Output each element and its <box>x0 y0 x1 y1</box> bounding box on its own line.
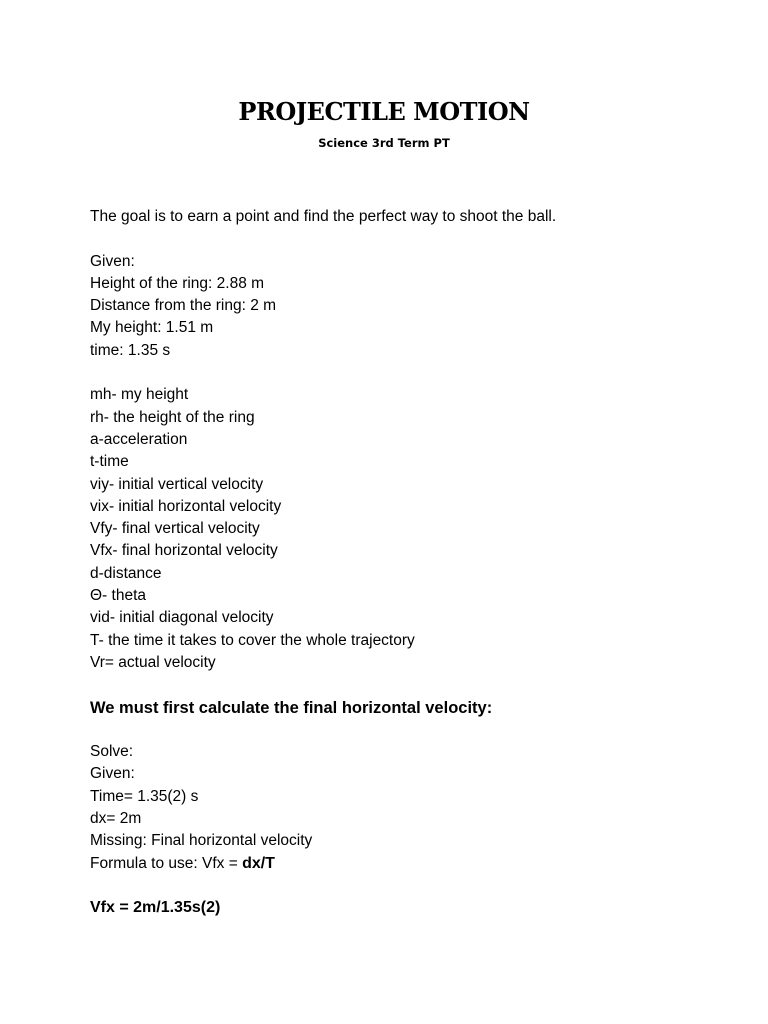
solve-distance: dx= 2m <box>90 810 142 828</box>
section-heading: We must first calculate the final horizontal velocity: <box>90 698 493 717</box>
solve-time: Time= 1.35(2) s <box>90 787 199 805</box>
legend-item: a-acceleration <box>90 430 188 448</box>
given-item: time: 1.35 s <box>90 341 171 359</box>
legend-item: Vr= actual velocity <box>90 653 216 671</box>
legend-item: d-distance <box>90 564 162 582</box>
legend-item: rh- the height of the ring <box>90 408 255 426</box>
solve-missing: Missing: Final horizontal velocity <box>90 832 313 850</box>
formula-prefix: Formula to use: Vfx = <box>90 854 243 872</box>
formula-value: dx/T <box>242 854 275 872</box>
formula-result: Vfx = 2m/1.35s(2) <box>90 899 221 917</box>
legend-item: Vfx- final horizontal velocity <box>90 542 278 560</box>
legend-item: mh- my height <box>90 386 189 404</box>
page-title: PROJECTILE MOTION <box>238 97 530 126</box>
given-item: My height: 1.51 m <box>90 319 214 337</box>
solve-given-label: Given: <box>90 765 135 783</box>
legend-item: viy- initial vertical velocity <box>90 475 264 493</box>
legend-item: t-time <box>90 453 129 471</box>
legend-item: Vfy- final vertical velocity <box>90 520 260 538</box>
legend-item: T- the time it takes to cover the whole trajectory <box>90 631 415 649</box>
solve-formula <box>90 853 730 875</box>
page-subtitle: Science 3rd Term PT <box>318 136 450 150</box>
legend-item: vid- initial diagonal velocity <box>90 609 274 627</box>
legend-item: Θ- theta <box>90 587 146 605</box>
given-heading: Given: <box>90 252 135 270</box>
solve-label: Solve: <box>90 743 134 761</box>
given-item: Height of the ring: 2.88 m <box>90 274 265 292</box>
given-item: Distance from the ring: 2 m <box>90 297 277 315</box>
document-body <box>90 206 730 920</box>
goal-statement: The goal is to earn a point and find the perfect way to shoot the ball. <box>90 208 557 225</box>
legend-item: vix- initial horizontal velocity <box>90 497 282 515</box>
